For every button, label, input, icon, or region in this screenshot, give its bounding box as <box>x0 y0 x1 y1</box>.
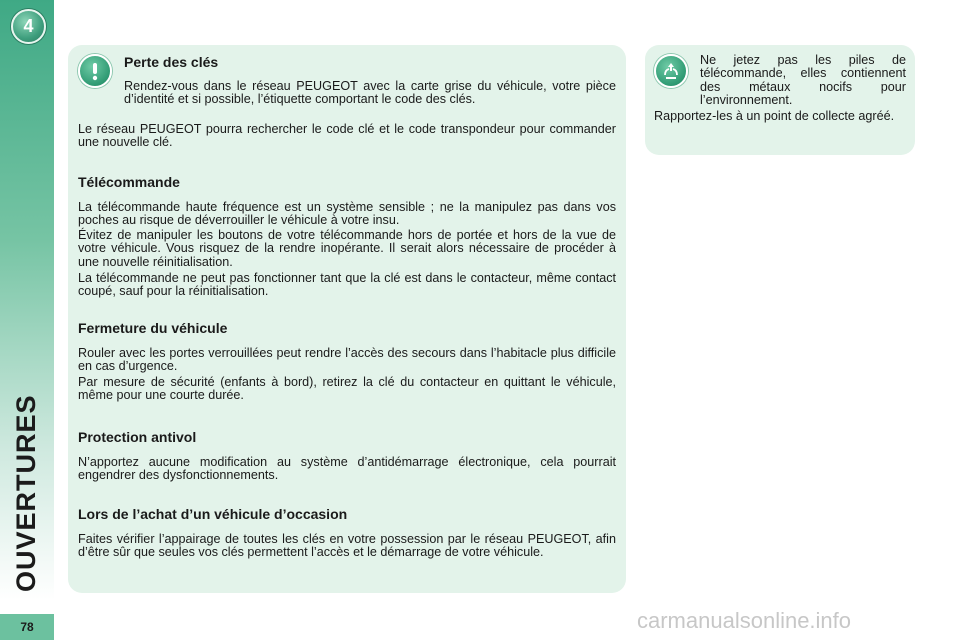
watermark-text: carmanualsonline.info <box>637 608 852 633</box>
section-title-antivol: Protection antivol <box>78 429 197 445</box>
section-fermeture-paragraph-1: Rouler avec les portes verrouillées peut rendre l’accès des secours dans l’habitacle plus difficile en cas d’urgence. <box>78 346 616 374</box>
chapter-number-badge: 4 <box>11 9 46 44</box>
eco-paragraph-2: Rapportez-les à un point de collecte agréé. <box>654 109 895 123</box>
warning-paragraph-2: Le réseau PEUGEOT pourra rechercher le code clé et le code transpondeur pour commander une nouvelle clé. <box>78 122 616 150</box>
section-telecommande-paragraph-2: Évitez de manipuler les boutons de votre télécommande hors de portée et hors de la vue de votre véhicule. Vous risquez de la rendre inopérante. Il serait alors nécessaire de procéder à une nouvelle réinitialisation. <box>78 228 616 269</box>
warning-title: Perte des clés <box>124 54 219 70</box>
section-telecommande-paragraph-3: La télécommande ne peut pas fonctionner tant que la clé est dans le contacteur, même contact coupé, sauf pour la réinitialisation. <box>78 271 616 299</box>
exclamation-icon <box>78 54 112 88</box>
section-title-occasion: Lors de l’achat d’un véhicule d’occasion <box>78 506 348 522</box>
section-title-fermeture: Fermeture du véhicule <box>78 320 228 336</box>
section-antivol-paragraph-1: N’apportez aucune modification au système d’antidémarrage électronique, cela pourrait engendrer des dysfonctionnements. <box>78 455 616 483</box>
section-fermeture-paragraph-2: Par mesure de sécurité (enfants à bord), retirez la clé du contacteur en quittant le véhicule, même pour une courte durée. <box>78 375 616 403</box>
page-number: 78 <box>0 614 54 640</box>
section-occasion-paragraph-1: Faites vérifier l’appairage de toutes les clés en votre possession par le réseau PEUGEOT, afin d’être sûr que seules vos clés permettent l’accès et le démarrage de votre véhicule. <box>78 532 616 560</box>
recycle-icon <box>654 54 688 88</box>
eco-paragraph-1: Ne jetez pas les piles de télécommande, elles contiennent des métaux nocifs pour l’environnement. <box>700 53 906 108</box>
section-title-telecommande: Télécommande <box>78 174 180 190</box>
section-telecommande-paragraph-1: La télécommande haute fréquence est un système sensible ; ne la manipulez pas dans vos poches au risque de déverrouiller le véhicule à votre insu. <box>78 200 616 228</box>
section-title-vertical: OUVERTURES <box>11 394 41 592</box>
warning-paragraph-1: Rendez-vous dans le réseau PEUGEOT avec la carte grise du véhicule, votre pièce d’identité et si possible, l’étiquette comportant le code des clés. <box>124 79 616 107</box>
